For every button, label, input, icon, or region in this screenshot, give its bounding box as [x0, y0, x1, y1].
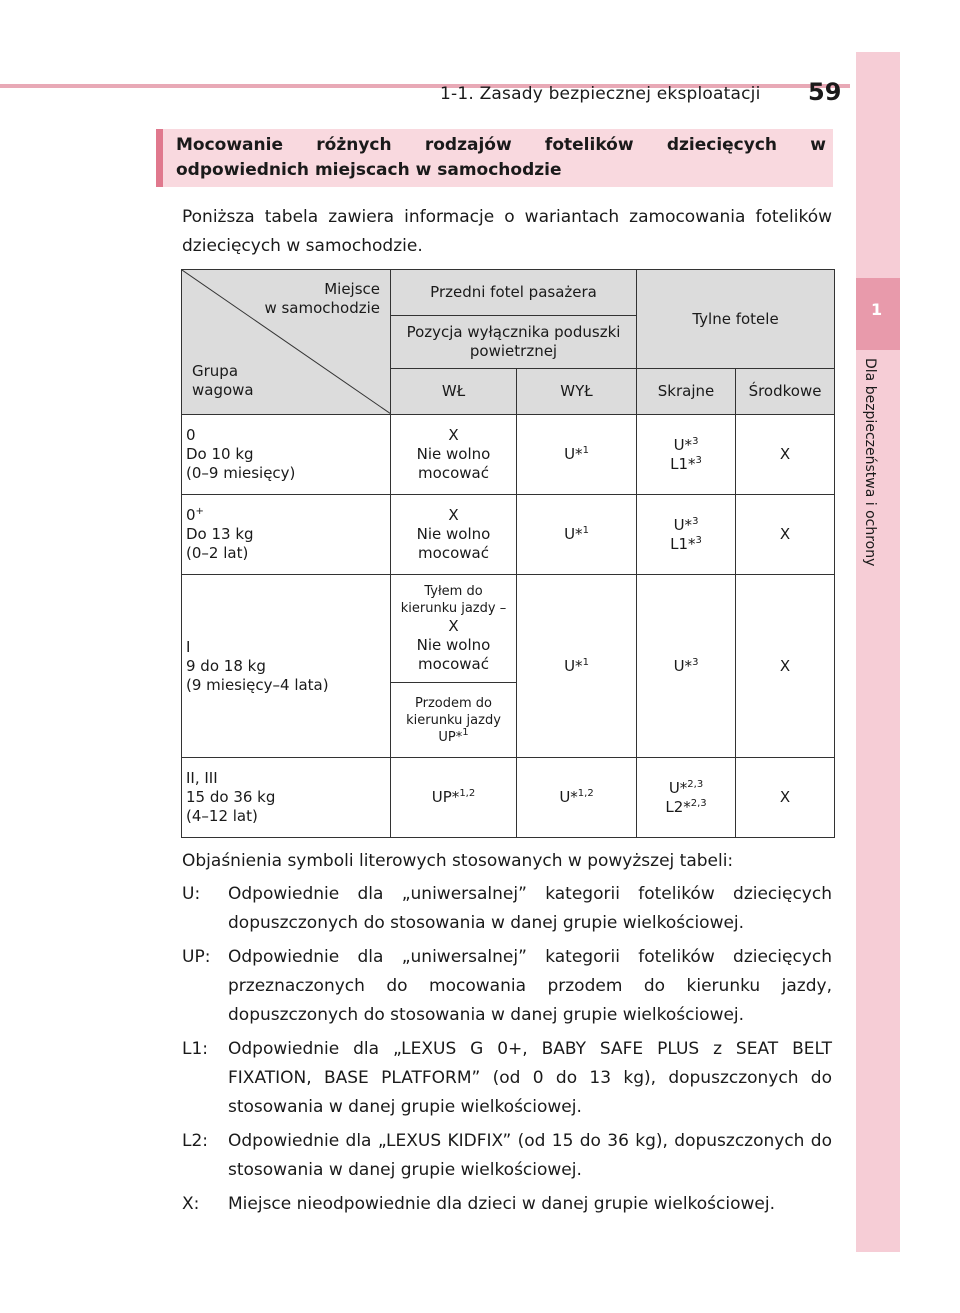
- front-seat-header: Przedni fotel pasażera: [391, 270, 637, 316]
- section-heading-accent: [156, 129, 163, 187]
- legend-text: Odpowiednie dla „uniwersalnej” kategorii fotelików dziecięcych dopuszczonych do stosowania w danej grupie wielkościowej.: [228, 884, 832, 933]
- on-value: X: [448, 617, 459, 635]
- child-seat-table: [181, 269, 835, 838]
- chapter-label: Dla bezpieczeństwa i ochrony: [862, 358, 878, 567]
- airbag-off-cell: [517, 575, 637, 758]
- group-cell: [182, 758, 391, 838]
- outer-value-2: L1*: [670, 534, 696, 553]
- group-weight: Do 13 kg: [186, 525, 254, 543]
- off-value: U*: [564, 445, 583, 463]
- footnote-ref: 1: [582, 445, 589, 456]
- rear-facing-line2: kierunku jazdy –: [400, 601, 507, 616]
- outer-value: U*: [673, 515, 693, 534]
- legend-text: Miejsce nieodpowiednie dla dzieci w danej grupie wielkościowej.: [228, 1194, 775, 1214]
- legend-item: [182, 880, 832, 938]
- footnote-ref: 3: [692, 656, 699, 668]
- intro-paragraph: Poniższa tabela zawiera informacje o wariantach zamocowania fotelików dziecięcych w samochodzie.: [182, 207, 832, 256]
- footnote-ref: 1: [582, 656, 589, 668]
- legend-text: Odpowiednie dla „LEXUS G 0+, BABY SAFE PLUS z SEAT BELT FIXATION, BASE PLATFORM” (od 0 do 13 kg), dopuszczonych do stosowania w danej grupie wielkościowej.: [228, 1039, 832, 1117]
- group-superscript: +: [195, 506, 204, 517]
- col-header-outer: Skrajne: [637, 369, 736, 415]
- footnote-ref: 2,3: [690, 797, 707, 809]
- legend-key: L2:: [182, 1131, 209, 1151]
- col-header-off: WYŁ: [517, 369, 637, 415]
- rear-outer-cell: [637, 758, 736, 838]
- group-name: 0: [186, 506, 196, 524]
- outer-value: U*: [673, 435, 693, 454]
- group-weight: Do 10 kg: [186, 445, 254, 463]
- group-weight: 15 do 36 kg: [186, 788, 276, 806]
- rear-seats-header: Tylne fotele: [637, 270, 835, 369]
- outer-value: U*: [673, 656, 693, 675]
- on-note-line1: Nie wolno: [416, 445, 491, 463]
- corner-place-line1: Miejsce: [324, 280, 380, 298]
- on-note-line2: mocować: [418, 544, 489, 562]
- legend-key: L1:: [182, 1039, 209, 1059]
- outer-value-2: L2*: [665, 797, 691, 816]
- outer-value-2: L1*: [670, 454, 696, 473]
- legend-text: Odpowiednie dla „uniwersalnej” kategorii fotelików dziecięcych przeznaczonych do mocowania przodem do kierunku jazdy, dopuszczonych do stosowania w danej grupie wielkościowej.: [228, 947, 832, 1025]
- legend-text: Odpowiednie dla „LEXUS KIDFIX” (od 15 do 36 kg), dopuszczonych do stosowania w danej grupie wielkościowej.: [228, 1131, 832, 1180]
- group-age: (4–12 lat): [186, 807, 258, 825]
- on-note-line1: Nie wolno: [416, 636, 491, 654]
- legend-item: [182, 1127, 832, 1185]
- group-weight: 9 do 18 kg: [186, 656, 266, 675]
- rear-center-cell: X: [736, 758, 835, 838]
- airbag-on-rear-facing-cell: [391, 575, 517, 683]
- rear-outer-cell: [637, 575, 736, 758]
- table-row: [182, 575, 835, 683]
- footnote-ref: 2,3: [687, 778, 704, 790]
- corner-place-label: [264, 280, 380, 318]
- table-row: [182, 758, 835, 838]
- airbag-on-cell: [391, 758, 517, 838]
- legend-item: [182, 1190, 832, 1219]
- table-row: [182, 415, 835, 495]
- section-title: Mocowanie różnych rodzajów fotelików dziecięcych w odpowiednich miejscach w samochodzie: [176, 135, 826, 180]
- page-number: 59: [808, 78, 842, 106]
- group-cell: [182, 495, 391, 575]
- group-cell: [182, 575, 391, 758]
- airbag-on-cell: [391, 415, 517, 495]
- legend-intro: Objaśnienia symboli literowych stosowanych w powyższej tabeli:: [182, 851, 734, 871]
- airbag-off-cell: [517, 415, 637, 495]
- rear-outer-cell: [637, 415, 736, 495]
- legend-key: U:: [182, 884, 201, 904]
- chapter-number: 1: [871, 300, 883, 319]
- group-age: (0–2 lat): [186, 544, 249, 562]
- rear-outer-cell: [637, 495, 736, 575]
- off-value: U*: [559, 788, 578, 806]
- on-note-line2: mocować: [418, 655, 489, 673]
- forward-facing-line2: kierunku jazdy: [406, 712, 501, 728]
- group-name: I: [186, 637, 191, 656]
- group-name: II, III: [186, 769, 218, 787]
- off-value: U*: [564, 525, 583, 543]
- running-header: 1-1. Zasady bezpiecznej eksploatacji: [440, 84, 761, 104]
- footnote-ref: 1: [582, 525, 589, 536]
- legend-key: X:: [182, 1194, 200, 1214]
- footnote-ref: 3: [692, 435, 699, 447]
- corner-group-line1: Grupa: [192, 362, 239, 380]
- chapter-side-strip: [856, 52, 900, 1252]
- forward-value: UP*: [438, 729, 463, 745]
- footnote-ref: 1: [462, 726, 469, 738]
- group-name: 0: [186, 426, 196, 444]
- forward-facing-line1: Przodem do: [415, 695, 492, 711]
- legend-item: [182, 1035, 832, 1122]
- rear-facing-line1: Tyłem do: [424, 584, 483, 599]
- on-value: X: [448, 506, 459, 524]
- table-corner-cell: [182, 270, 391, 415]
- rear-center-cell: X: [736, 415, 835, 495]
- airbag-on-forward-facing-cell: [391, 683, 517, 758]
- corner-group-label: [192, 362, 254, 400]
- airbag-off-cell: [517, 758, 637, 838]
- legend-item: [182, 943, 832, 1030]
- table-row: [182, 495, 835, 575]
- on-note-line1: Nie wolno: [416, 525, 491, 543]
- on-value: X: [448, 426, 459, 444]
- off-value: U*: [564, 656, 583, 675]
- col-header-center: Środkowe: [736, 369, 835, 415]
- col-header-on: WŁ: [391, 369, 517, 415]
- footnote-ref: 3: [695, 454, 702, 466]
- footnote-ref: 1,2: [577, 788, 594, 799]
- footnote-ref: 1,2: [459, 788, 476, 799]
- airbag-off-cell: [517, 495, 637, 575]
- outer-value: U*: [668, 778, 688, 797]
- airbag-switch-header: Pozycja wyłącznika poduszki powietrznej: [391, 316, 637, 369]
- corner-group-line2: wagowa: [192, 381, 254, 399]
- footnote-ref: 3: [692, 515, 699, 527]
- corner-place-line2: w samochodzie: [264, 299, 380, 317]
- on-note-line2: mocować: [418, 464, 489, 482]
- group-cell: [182, 415, 391, 495]
- legend-list: [182, 880, 832, 1224]
- group-age: (0–9 miesięcy): [186, 464, 296, 482]
- rear-center-cell: X: [736, 495, 835, 575]
- group-age: (9 miesięcy–4 lata): [186, 675, 329, 694]
- legend-key: UP:: [182, 947, 211, 967]
- footnote-ref: 3: [695, 534, 702, 546]
- on-value: UP*: [431, 788, 460, 806]
- rear-center-cell: X: [736, 575, 835, 758]
- airbag-on-cell: [391, 495, 517, 575]
